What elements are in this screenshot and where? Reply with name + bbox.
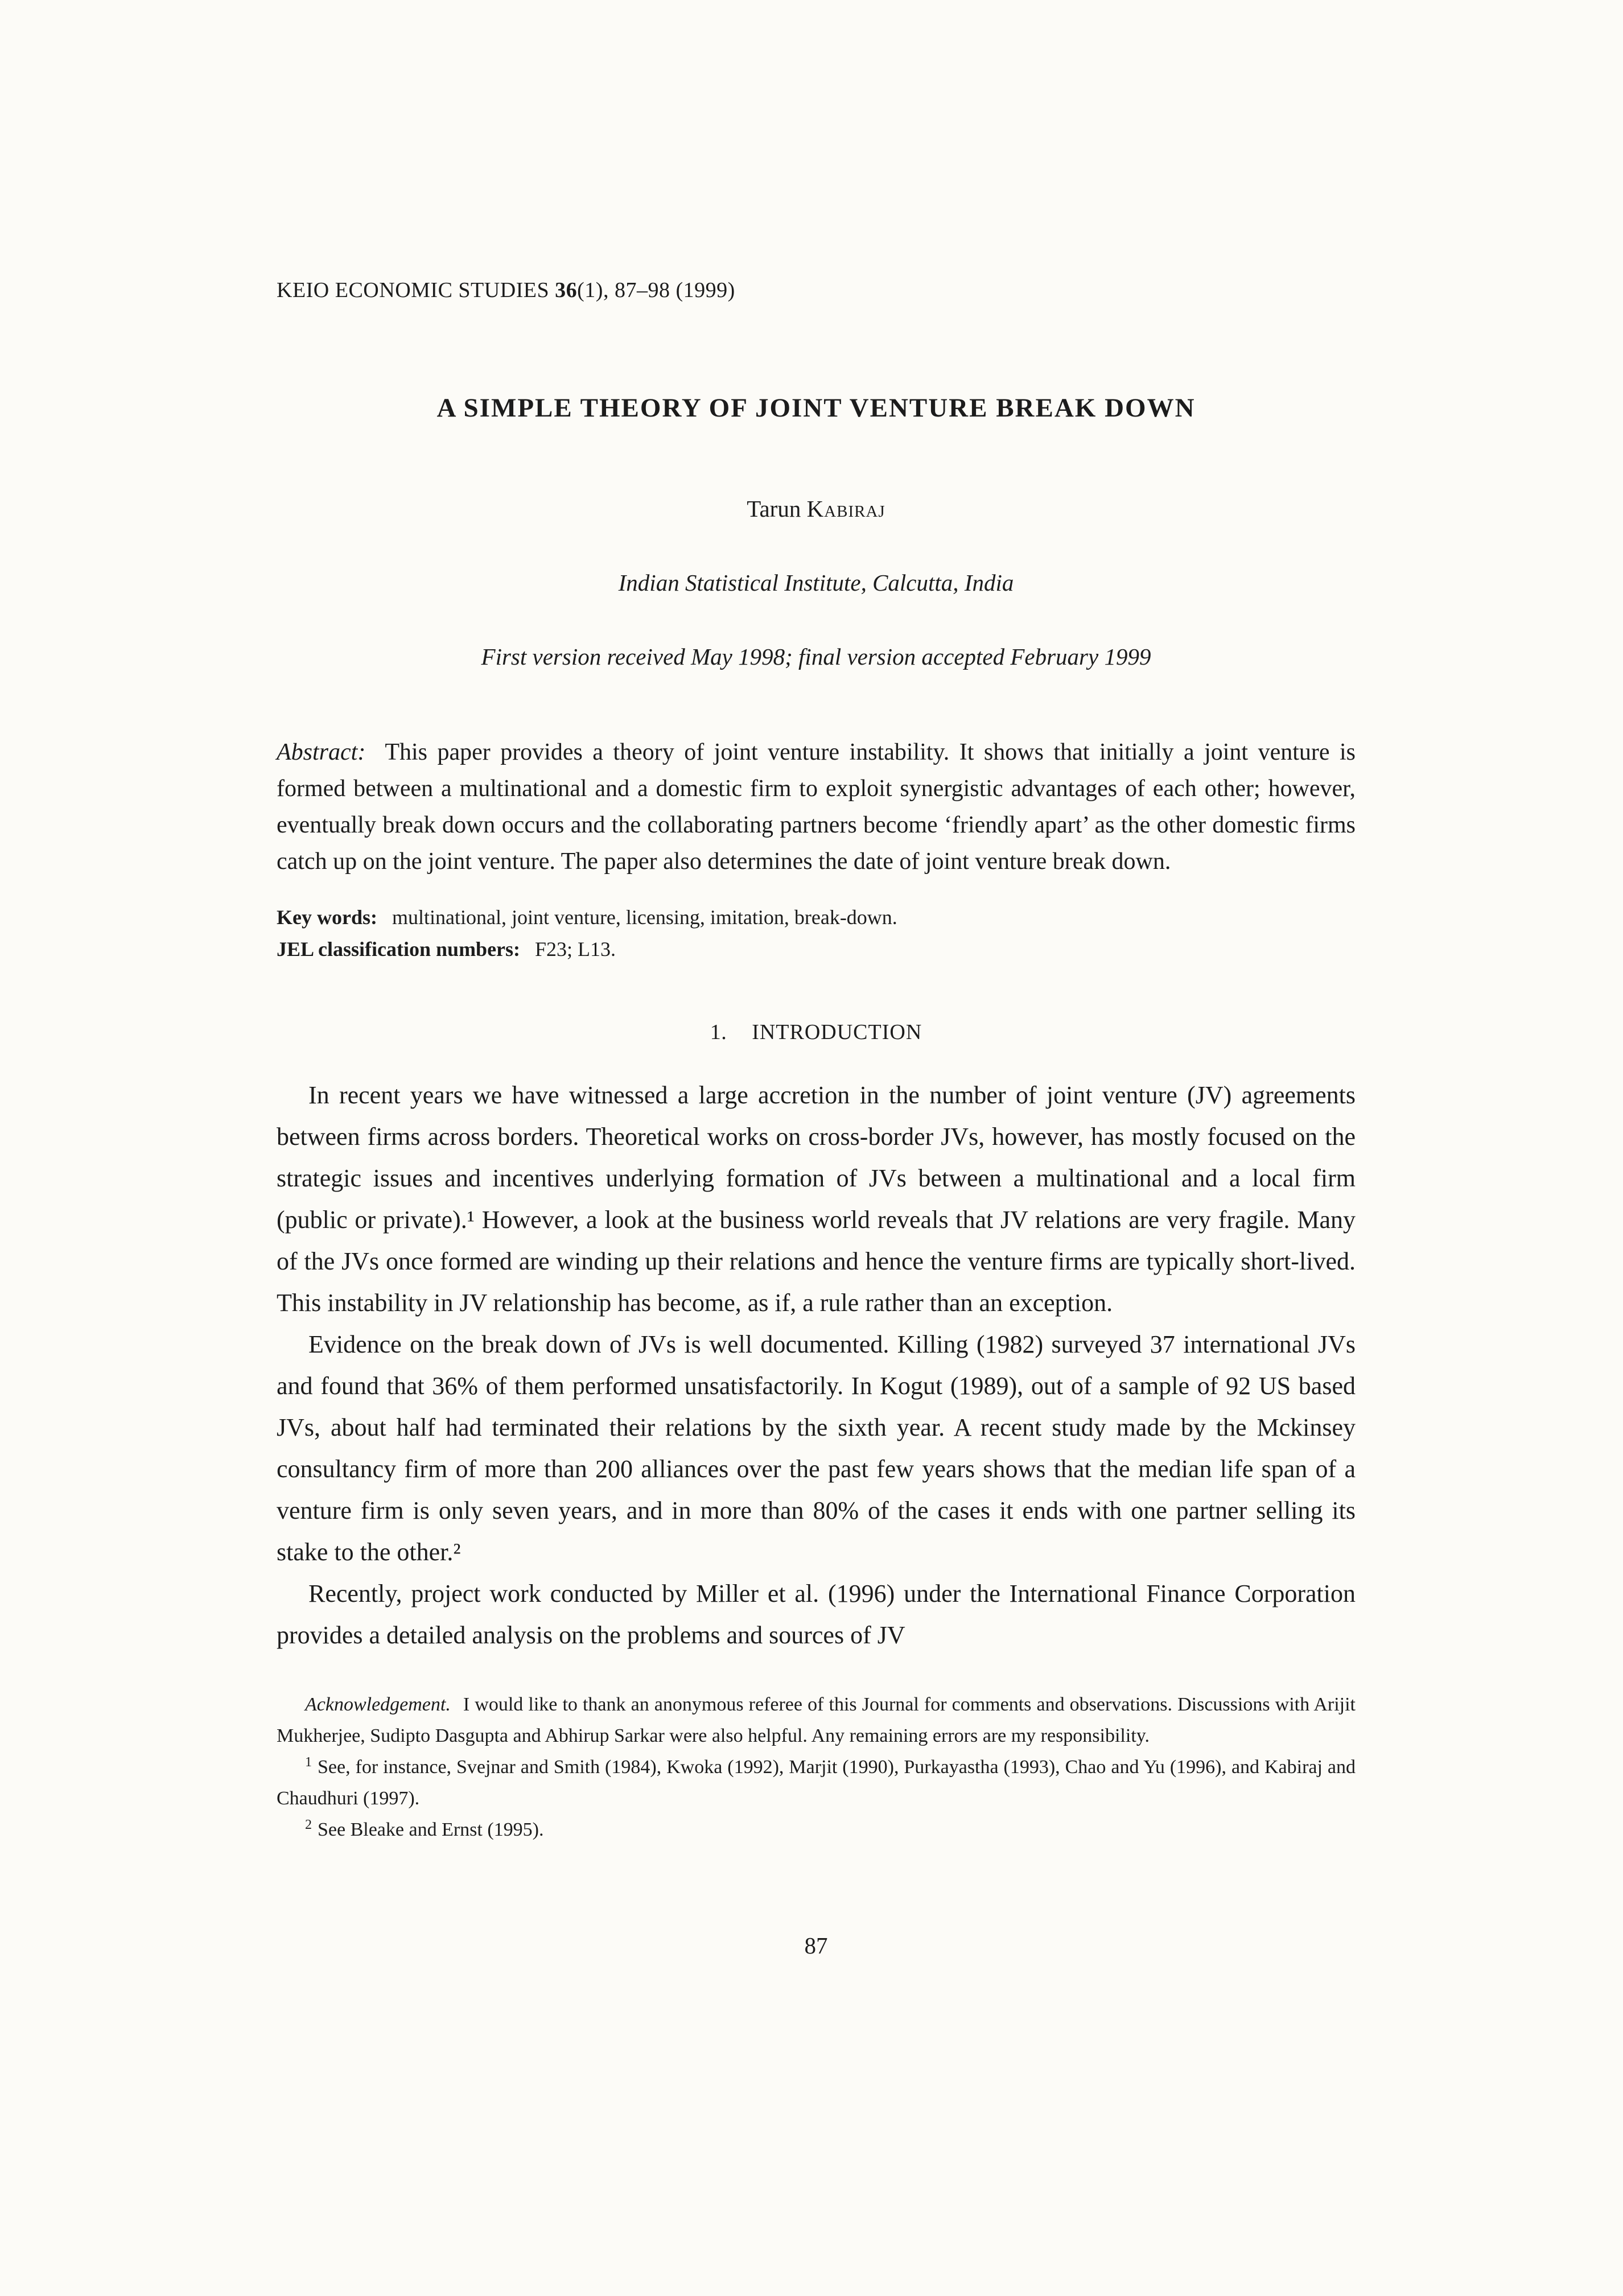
journal-volume: 36	[555, 278, 578, 302]
keywords-line	[277, 901, 1356, 933]
journal-issue: (1), 87–98 (1999)	[577, 278, 735, 302]
received-dates-note: First version received May 1998; final version accepted February 1999	[481, 644, 1151, 670]
intro-paragraph: In recent years we have witnessed a large accretion in the number of joint venture (JV) agreements between firms across borders. Theoretical works on cross-border JVs, however, has mostly focused on the strategic issues and incentives underlying formation of JVs between a multinational and a local firm (public or private).¹ However, a look at the business world reveals that JV relations are very fragile. Many of the JVs once formed are winding up their relations and hence the venture firms are typically short-lived. This instability in JV relationship has become, as if, a rule rather than an exception.	[277, 1081, 1356, 1317]
acknowledgement-text: I would like to thank an anonymous referee of this Journal for comments and observations. Discussions with Arijit Mukherjee, Sudipto Dasgupta and Abhirup Sarkar were also helpful. Any remaining errors are my responsibility.	[277, 1694, 1356, 1746]
section-heading	[277, 1020, 1356, 1045]
jel-label: JEL classification numbers:	[277, 938, 521, 961]
introduction-body	[277, 1074, 1356, 1656]
keywords-block	[277, 901, 1356, 965]
footnote-text: See Bleake and Ernst (1995).	[318, 1819, 544, 1840]
acknowledgement-label: Acknowledgement.	[305, 1694, 451, 1715]
journal-name: KEIO ECONOMIC STUDIES	[277, 278, 550, 302]
abstract-label: Abstract:	[277, 739, 366, 765]
intro-paragraph: Evidence on the break down of JVs is well documented. Killing (1982) surveyed 37 international JVs and found that 36% of them performed unsatisfactorily. In Kogut (1989), out of a sample of 92 US based JVs, about half had terminated their relations by the sixth year. A recent study made by the Mckinsey consultancy firm of more than 200 alliances over the past few years shows that the median life span of a venture firm is only seven years, and in more than 80% of the cases it ends with one partner selling its stake to the other.²	[277, 1330, 1356, 1566]
footnote-text: See, for instance, Svejnar and Smith (1984), Kwoka (1992), Marjit (1990), Purkayastha (1993), Chao and Yu (1996), and Kabiraj and Chaudhuri (1997).	[277, 1757, 1356, 1809]
page-number: 87	[804, 1932, 828, 1959]
footnote-marker: 2	[305, 1817, 312, 1832]
footnote-item	[277, 1751, 1356, 1814]
footnote-marker: 1	[305, 1754, 312, 1770]
author-given-name: Tarun	[747, 496, 801, 522]
footnotes	[277, 1689, 1356, 1845]
keywords-label: Key words:	[277, 906, 377, 929]
keywords-text: multinational, joint venture, licensing, imitation, break-down.	[392, 906, 897, 929]
affiliation: Indian Statistical Institute, Calcutta, India	[618, 570, 1014, 596]
footnote-acknowledgement	[277, 1689, 1356, 1751]
section-number: 1.	[710, 1020, 727, 1044]
author-line	[277, 495, 1356, 522]
abstract-text: This paper provides a theory of joint venture instability. It shows that initially a joint venture is formed between a multinational and a domestic firm to exploit synergistic advantages of each other; however, eventually break down occurs and the collaborating partners become ‘friendly apart’ as the other domestic firms catch up on the joint venture. The paper also determines the date of joint venture break down.	[277, 739, 1356, 875]
footnote-item	[277, 1814, 1356, 1845]
journal-header	[277, 277, 1356, 304]
abstract	[277, 734, 1356, 880]
author-surname: Kabiraj	[806, 496, 885, 522]
article-title: A SIMPLE THEORY OF JOINT VENTURE BREAK DOWN	[436, 393, 1196, 423]
jel-text: F23; L13.	[535, 938, 616, 961]
jel-line	[277, 933, 1356, 965]
section-title: INTRODUCTION	[752, 1020, 922, 1044]
intro-paragraph: Recently, project work conducted by Miller et al. (1996) under the International Finance Corporation provides a detailed analysis on the problems and sources of JV	[277, 1580, 1356, 1649]
